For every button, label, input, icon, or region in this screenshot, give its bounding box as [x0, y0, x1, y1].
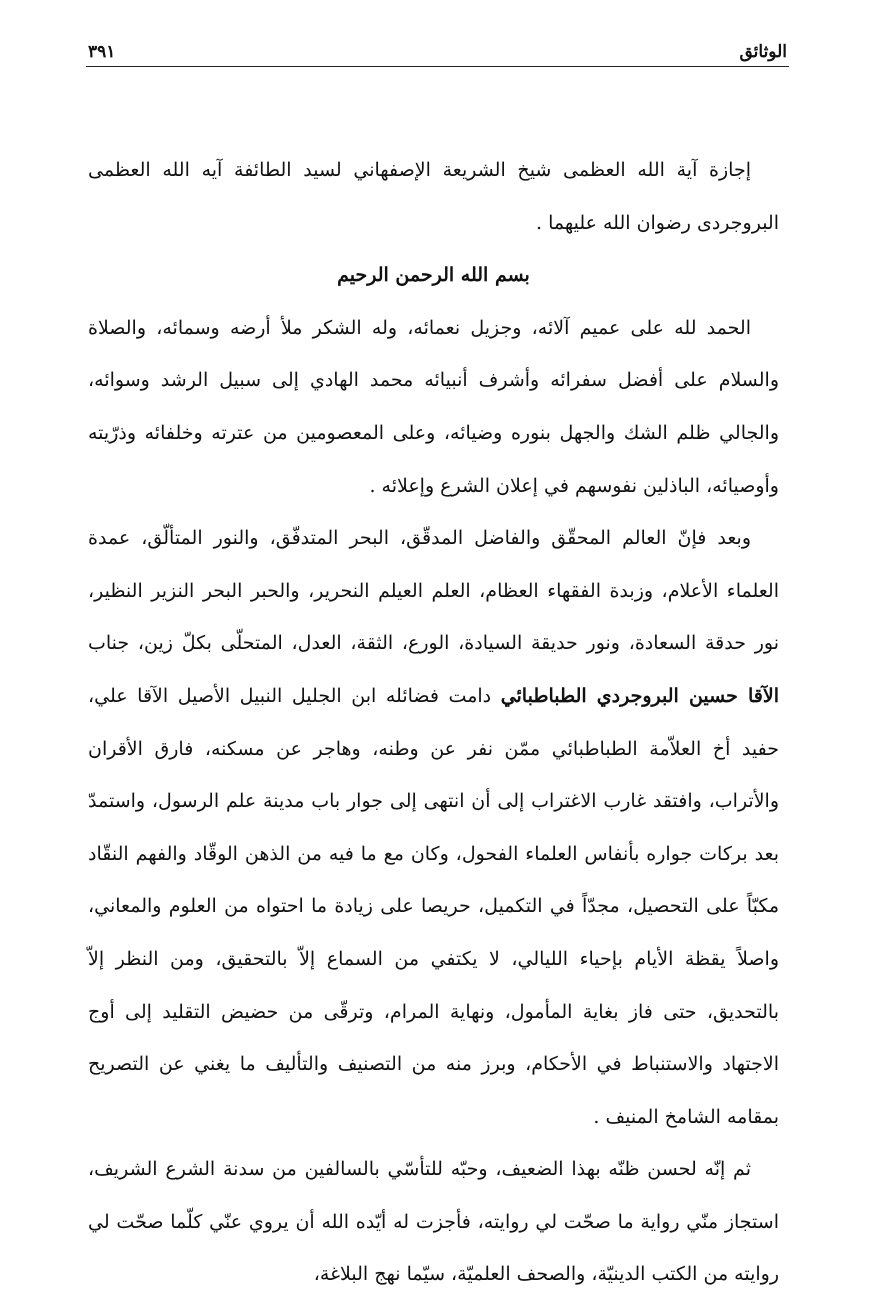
paragraph-scholar-text-end: دامت فضائله ابن الجليل النبيل الأصيل الآقا علي، حفيد أخ العلاّمة الطباطبائي ممّن نفر عن وطنه، وهاجر عن مسكنه، فارق الأقران والأتراب، وافتقد غارب الاغتراب إلى أن انتهى إلى جوار باب مدينة علم الرسول، واستمدّ بعد بركات جواره بأنفاس العلماء الفحول، وكان مع ما فيه من الذهن الوقّاد والفهم النقّاد مكبّاً على التحصيل، مجدّاً في التكميل، حريصا على زيادة ما احتواه من العلوم والمعاني، واصلاً يقظة الأيام بإحياء الليالي، لا يكتفي من السماع إلاّ بالتحقيق، ومن النظر إلاّ بالتحديق، حتى فاز بغاية المأمول، ونهاية المرام، وترقّى من حضيض التقليد إلى أوج الاجتهاد والاستنباط في الأحكام، وبرز منه من التصنيف والتأليف ما يغني عن التصريح بمقامه الشامخ المنيف . [88, 684, 779, 1128]
basmala-heading: بسم الله الرحمن الرحيم [337, 264, 530, 287]
section-title: الوثائق [739, 42, 787, 62]
paragraph-permission: ثم إنّه لحسن ظنّه بهذا الضعيف، وحبّه للتأسّي بالسالفين من سدنة الشرع الشريف، استجاز منّي رواية ما صحّت لي روايته، فأجزت له أيّده الله أن يروي عنّي كلّما صحّت لي روايته من الكتب الدينيّة، والصحف العلميّة، سيّما نهج البلاغة، [88, 1158, 779, 1286]
page-number: ٣٩١ [88, 42, 116, 62]
intro-paragraph: إجازة آية الله العظمى شيخ الشريعة الإصفهاني لسيد الطائفة آيه الله العظمى البروجردى رضوان الله عليهما . [88, 159, 779, 234]
page-body [88, 144, 779, 1301]
scholar-name: الآقا حسين البروجردي الطباطبائي [500, 684, 779, 707]
paragraph-scholar [88, 512, 779, 1143]
paragraph-praise: الحمد لله على عميم آلائه، وجزيل نعمائه، وله الشكر ملأ أرضه وسمائه، والصلاة والسلام على أفضل سفرائه وأشرف أنبيائه محمد الهادي إلى سبيل الرشد وسوائه، والجالي ظلم الشك والجهل بنوره وضيائه، وعلى المعصومين من عترته وخلفائه وذرّيته وأوصيائه، الباذلين نفوسهم في إعلان الشرع وإعلائه . [88, 316, 779, 497]
running-header [88, 34, 787, 62]
header-rule [86, 66, 789, 67]
paragraph-scholar-text-start: وبعد فإنّ العالم المحقّق والفاضل المدقّق، البحر المتدفّق، والنور المتألّق، عمدة العلماء الأعلام، وزبدة الفقهاء العظام، العلم العيلم النحرير، والحبر البحر النزير النظير، نور حدقة السعادة، ونور حديقة السيادة، الورع، الثقة، العدل، المتحلّى بكلّ زين، جناب [88, 527, 779, 655]
